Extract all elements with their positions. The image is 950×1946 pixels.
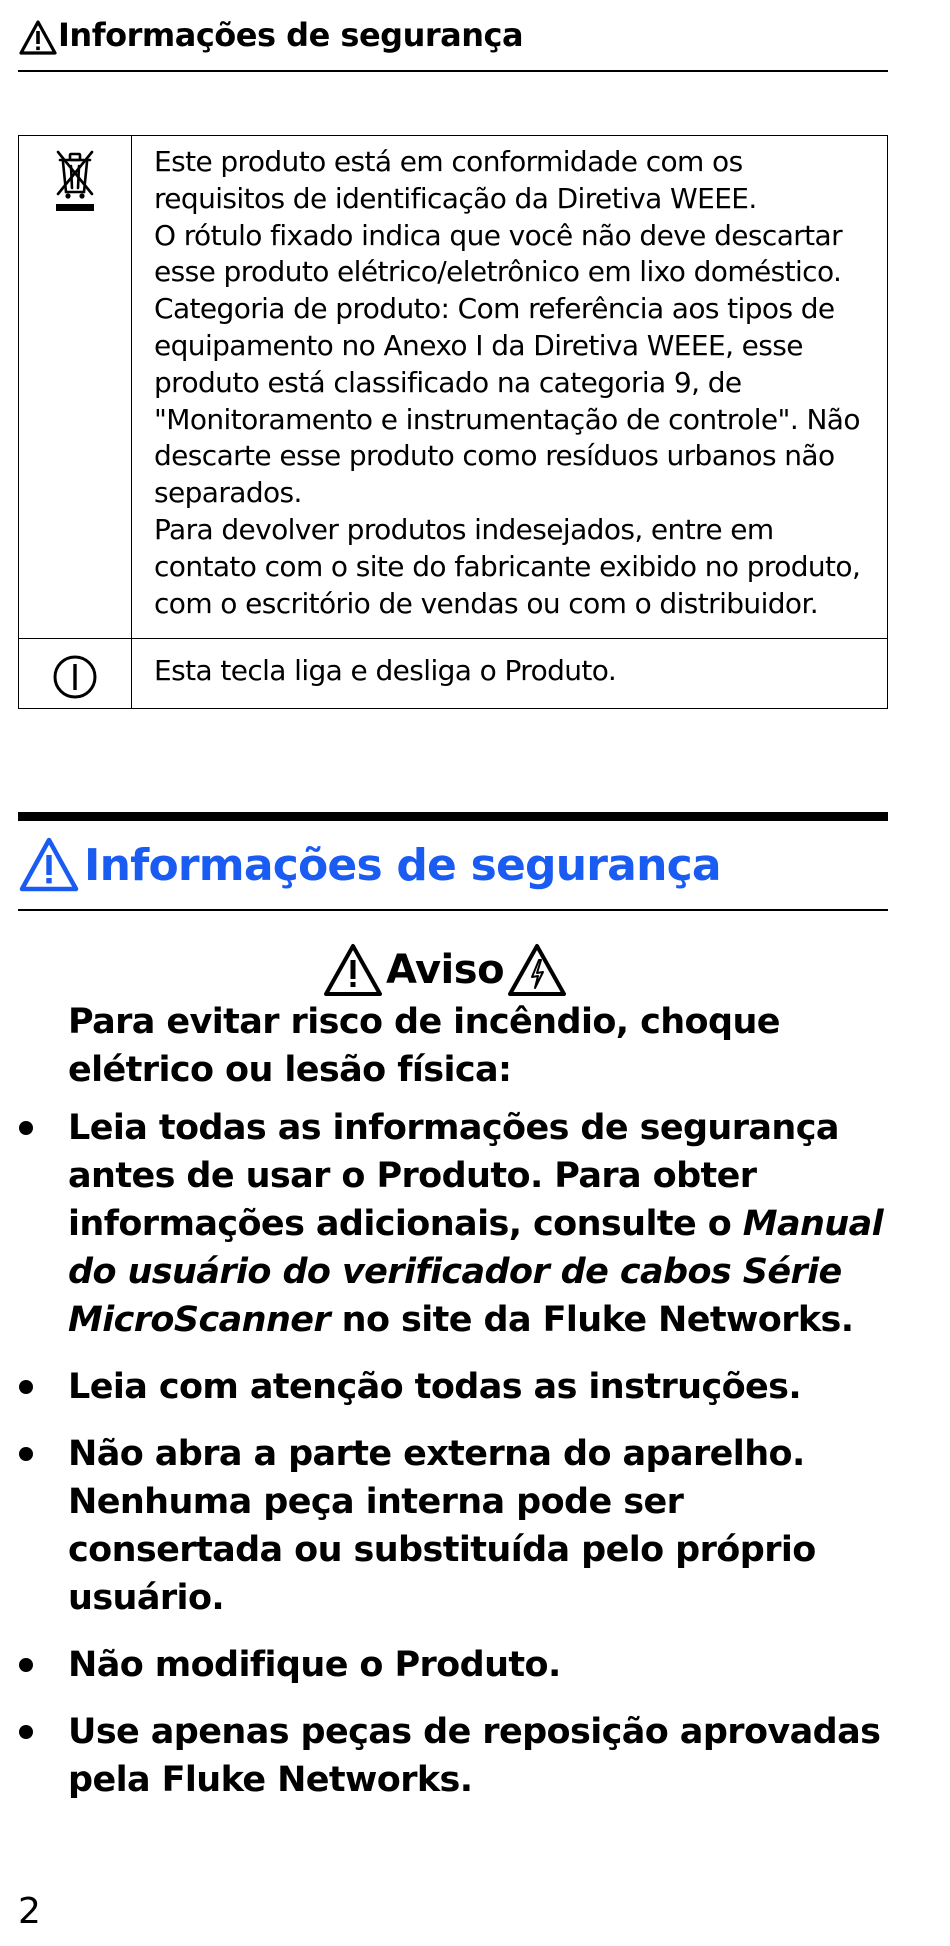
safety-list — [0, 1104, 900, 1823]
bullet-dot — [19, 1380, 33, 1394]
symbols-table — [18, 135, 888, 709]
list-item — [0, 1641, 900, 1689]
list-item — [0, 1104, 900, 1344]
description-paragraph: Esta tecla liga e desliga o Produto. — [154, 654, 617, 688]
symbol-cell — [19, 136, 132, 639]
table-row — [19, 639, 888, 709]
manual-title: Manual do usuário do verificador de cabos Série MicroScanner — [68, 1204, 884, 1340]
description-paragraph: Este produto está em conformidade com os requisitos de identificação da Diretiva WEEE. — [154, 145, 757, 215]
list-item-text: Use apenas peças de reposição aprovadas pela Fluke Networks. — [68, 1712, 881, 1800]
running-header-title: Informações de segurança — [58, 16, 524, 54]
power-button-icon — [51, 653, 99, 701]
description-paragraph: O rótulo fixado indica que você não deve descartar esse produto elétrico/eletrônico em lixo doméstico. Categoria de produto: Com referência aos tipos de equipamento no Anexo I da Diretiva WEEE, esse produto está classificado na categoria 9, de "Monitoramento e instrumentação de controle". Não descarte esse produto como resíduos urbanos não separados. — [154, 218, 860, 510]
list-item-text: Leia todas as informações de segurança antes de usar o Produto. Para obter informações adicionais, consulte o — [68, 1108, 839, 1244]
list-item — [0, 1708, 900, 1804]
warning-triangle-icon — [322, 942, 384, 998]
list-item — [0, 1363, 900, 1411]
warning-label: Aviso — [385, 947, 505, 993]
list-item-text: Não abra a parte externa do aparelho. Nenhuma peça interna pode ser consertada ou substituída pelo próprio usuário. — [68, 1434, 816, 1618]
warning-triangle-icon — [18, 18, 58, 58]
list-item — [0, 1430, 900, 1622]
warning-intro: Para evitar risco de incêndio, choque elétrico ou lesão física: — [68, 1002, 780, 1090]
running-header — [18, 14, 888, 72]
warning-heading — [0, 942, 890, 998]
symbol-cell — [19, 639, 132, 709]
warning-triangle-icon — [18, 836, 80, 894]
bullet-dot — [19, 1121, 33, 1135]
section-title: Informações de segurança — [84, 839, 721, 891]
description-paragraph: Para devolver produtos indesejados, entre em contato com o site do fabricante exibido no produto, com o escritório de vendas ou com o distribuidor. — [154, 512, 861, 620]
weee-crossed-bin-icon — [50, 146, 100, 214]
section-header — [18, 812, 888, 911]
list-item-text: Leia com atenção todas as instruções. — [68, 1367, 802, 1407]
list-item-text: Não modifique o Produto. — [68, 1645, 561, 1685]
electrical-hazard-icon — [506, 942, 568, 998]
bullet-dot — [19, 1725, 33, 1739]
page-number: 2 — [18, 1891, 41, 1932]
bullet-dot — [19, 1658, 33, 1672]
symbol-description — [132, 136, 888, 639]
list-item-text: no site da Fluke Networks. — [330, 1300, 854, 1340]
bullet-dot — [19, 1447, 33, 1461]
table-row — [19, 136, 888, 639]
symbol-description — [132, 639, 888, 709]
